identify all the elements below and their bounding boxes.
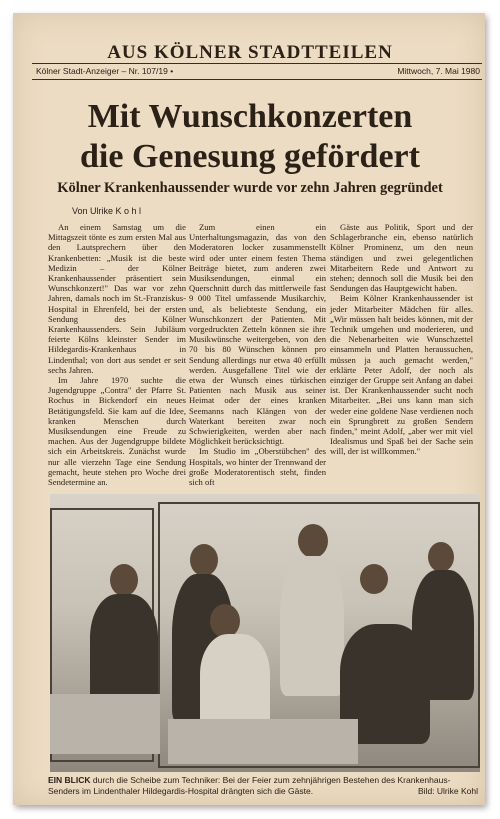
- person-head: [110, 564, 138, 596]
- paragraph: An einem Samstag um die Mittagszeit tönte es zum ersten Mal aus den Lautsprechern über den Krankenbetten: „Musik ist die beste Medizin – der Kölner Krankenhaussender präsentiert sein Wunschkonzert!" Das war vor zehn Jahren, damals noch im St.-Franziskus-Hospital in Ehrenfeld, bei der ersten Sendung des Kölner Krankenhaussenders. Sein Jubiläum feierte Kölns kleinster Sender im Hildegardis-Krankenhaus in Lindenthal; von dort aus sendet er seit sechs Jahren.: [48, 222, 186, 375]
- rule-top: [32, 63, 482, 64]
- photo-credit: Bild: Ulrike Kohl: [418, 786, 478, 796]
- person-head: [210, 604, 240, 638]
- paragraph: Zum einen ein Unterhaltungsmagazin, das von den Moderatoren locker zusammenstellt wird oder unter einem festen Thema Beiträge bietet, zum anderen zwei Musiksendungen, einmal ein Querschnitt durch das mittlerweile fast 9 000 Titel umfassende Musikarchiv, und, als beliebteste Sendung, ein Wunschkonzert der Patienten. Mit vorgedruckten Zetteln können sie ihre Musikwünsche weitergeben, von den 70 bis 80 Wünschen können pro Sendung allerdings nur etwa 40 erfüllt werden. Ausgefallene Titel wie der etwa der Wunsch eines türkischen Patienten nach Musik aus seiner Heimat oder der eines kranken Seemanns nach Klängen von der Waterkant bereiten zwar noch Schwierigkeiten, werden aber nach Möglichkeit berücksichtigt.: [189, 222, 326, 447]
- paragraph: Im Jahre 1970 suchte die Jugendgruppe „Contra" der Pfarre St. Rochus in Bickendorf ein neues Betätigungsfeld. Sie kam auf die Idee, kranken Menschen durch Musiksendungen eine Freude zu machen. Aus der Jugendgruppe bildete sich ein Arbeitskreis. Zunächst wurde nur alle vierzehn Tage eine Sendung gemacht, heute stehen pro Woche drei Sendetermine an.: [48, 375, 186, 488]
- headline-line-2: die Genesung gefördert: [80, 138, 420, 175]
- article-column-3: [330, 222, 473, 457]
- desk: [50, 694, 160, 754]
- person-head: [360, 564, 388, 594]
- paragraph: Im Studio im „Oberstübchen" des Hospitals, wo hinter der Trennwand der große Moderatorentisch steht, finden sich oft: [189, 446, 326, 488]
- caption-lead: EIN BLICK: [48, 775, 91, 785]
- paper-issue: Kölner Stadt-Anzeiger – Nr. 107/19 •: [36, 66, 174, 76]
- article-column-1: [48, 222, 186, 487]
- person: [280, 556, 344, 696]
- article-column-2: [189, 222, 326, 487]
- rule-bottom: [32, 79, 482, 80]
- issue-date: Mittwoch, 7. Mai 1980: [397, 66, 480, 76]
- subheadline: Kölner Krankenhaussender wurde vor zehn Jahren gegründet: [57, 180, 443, 196]
- headline-line-1: Mit Wunschkonzerten: [87, 98, 413, 135]
- photo-caption: [48, 775, 480, 796]
- studio-photo: [50, 494, 480, 772]
- person-head: [298, 524, 328, 558]
- mixing-desk: [168, 719, 358, 764]
- paragraph: Gäste aus Politik, Sport und der Schlagerbranche ein, ebenso natürlich Kölner Prominenz, um den neun ständigen und zwei gelegentlichen Mitarbeitern Rede und Antwort zu stehen; dennoch soll die Musik bei den Sendungen das Hauptgewicht haben.: [330, 222, 473, 294]
- person: [412, 570, 474, 700]
- byline: Von Ulrike K o h l: [72, 206, 142, 216]
- person-head: [190, 544, 218, 576]
- section-heading: AUS KÖLNER STADTTEILEN: [107, 42, 393, 63]
- person: [90, 594, 158, 704]
- caption-text: durch die Scheibe zum Techniker: Bei der Feier zum zehnjährigen Bestehen des Krankenhaus-Senders im Lindenthaler Hildegardis-Hospital drängten sich die Gäste.: [48, 775, 451, 796]
- paragraph: Beim Kölner Krankenhaussender ist jeder Mitarbeiter Mädchen für alles. „Wir müssen halt beides können, mit der Technik umgehen und moderieren, und die Nebenarbeiten wie Wunschzettel einsammeln und Platten heraussuchen, müssen ja auch gemacht werden," erklärte Peter Adolf, der noch als einziger der Gruppe seit Anfang an dabei ist. Der Krankenhaussender sucht noch Mitarbeiter. „Bei uns kann man sich weder eine goldene Nase verdienen noch ein Sprungbrett zu großen Sendern finden," meint Adolf, „aber wer mit viel Idealismus und Spaß bei der Sache sein will, der ist willkommen.": [330, 293, 473, 457]
- person-head: [428, 542, 454, 572]
